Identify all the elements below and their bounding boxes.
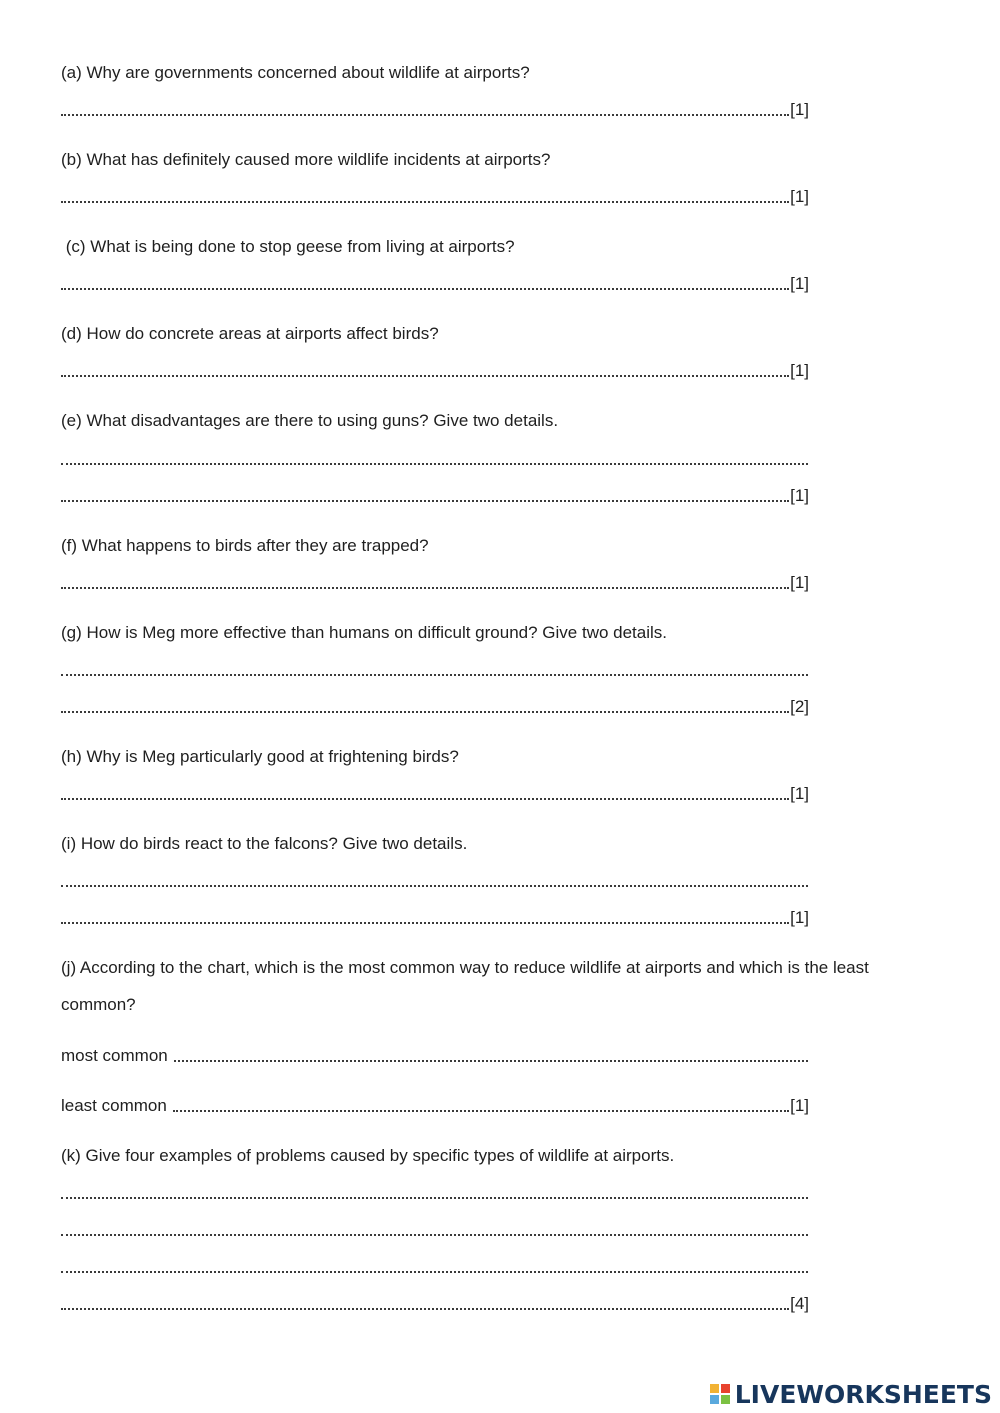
- marks-label: [1]: [790, 100, 809, 119]
- marks-label: [1]: [790, 573, 809, 592]
- answer-i-line-1[interactable]: [61, 870, 809, 892]
- liveworksheets-brand-text: LIVEWORKSHEETS: [734, 1379, 992, 1409]
- answer-dots: [61, 500, 789, 502]
- marks-label: [1]: [790, 486, 809, 505]
- logo-square-3: [709, 1394, 720, 1405]
- answer-e-line-1[interactable]: [61, 448, 809, 470]
- marks-label: [4]: [790, 1294, 809, 1313]
- answer-dots: [61, 201, 789, 203]
- liveworksheets-logo-icon: [709, 1383, 731, 1405]
- answer-k-line-4[interactable]: [61, 1293, 809, 1315]
- answer-k-line-3[interactable]: [61, 1256, 809, 1278]
- answer-dots: [61, 711, 789, 713]
- answer-h-line-1[interactable]: [61, 783, 809, 805]
- question-h-text: (h) Why is Meg particularly good at frightening birds?: [61, 747, 459, 766]
- marks-label: [2]: [790, 697, 809, 716]
- answer-k-line-1[interactable]: [61, 1182, 809, 1204]
- marks-label: [1]: [790, 1096, 809, 1115]
- most-common-label: most common: [61, 1046, 168, 1065]
- question-i-text: (i) How do birds react to the falcons? Give two details.: [61, 834, 468, 853]
- answer-dots: [61, 375, 789, 377]
- least-common-label: least common: [61, 1096, 167, 1115]
- question-b-text: (b) What has definitely caused more wildlife incidents at airports?: [61, 150, 551, 169]
- marks-label: [1]: [790, 908, 809, 927]
- question-f-text: (f) What happens to birds after they are trapped?: [61, 536, 429, 555]
- answer-dots: [61, 114, 789, 116]
- marks-label: [1]: [790, 274, 809, 293]
- answer-b-line-1[interactable]: [61, 186, 809, 208]
- answer-dots: [174, 1060, 808, 1062]
- marks-label: [1]: [790, 361, 809, 380]
- answer-j-least-common[interactable]: [61, 1095, 809, 1117]
- answer-k-line-2[interactable]: [61, 1219, 809, 1241]
- answer-dots: [61, 798, 789, 800]
- logo-square-1: [709, 1383, 720, 1394]
- answer-f-line-1[interactable]: [61, 572, 809, 594]
- answer-dots: [173, 1110, 789, 1112]
- logo-square-2: [720, 1383, 731, 1394]
- answer-dots: [61, 885, 808, 887]
- answer-dots: [61, 587, 789, 589]
- answer-j-most-common[interactable]: [61, 1045, 809, 1067]
- answer-i-line-2[interactable]: [61, 907, 809, 929]
- question-k-text: (k) Give four examples of problems caused by specific types of wildlife at airports.: [61, 1146, 675, 1165]
- question-j-text: (j) According to the chart, which is the most common way to reduce wildlife at airports and which is the least common?: [61, 958, 869, 1014]
- answer-d-line-1[interactable]: [61, 360, 809, 382]
- marks-label: [1]: [790, 187, 809, 206]
- answer-dots: [61, 288, 789, 290]
- answer-dots: [61, 1271, 808, 1273]
- question-c-text: (c) What is being done to stop geese from living at airports?: [61, 237, 515, 256]
- answer-dots: [61, 922, 789, 924]
- answer-e-line-2[interactable]: [61, 485, 809, 507]
- answer-dots: [61, 1234, 808, 1236]
- answer-dots: [61, 463, 808, 465]
- question-e-text: (e) What disadvantages are there to using guns? Give two details.: [61, 411, 559, 430]
- answer-dots: [61, 674, 808, 676]
- answer-dots: [61, 1197, 808, 1199]
- answer-dots: [61, 1308, 789, 1310]
- answer-a-line-1[interactable]: [61, 99, 809, 121]
- question-d-text: (d) How do concrete areas at airports affect birds?: [61, 324, 439, 343]
- question-g-text: (g) How is Meg more effective than humans on difficult ground? Give two details.: [61, 623, 668, 642]
- question-a-text: (a) Why are governments concerned about wildlife at airports?: [61, 63, 530, 82]
- logo-square-4: [720, 1394, 731, 1405]
- answer-c-line-1[interactable]: [61, 273, 809, 295]
- liveworksheets-logo[interactable]: [709, 1379, 992, 1409]
- marks-label: [1]: [790, 784, 809, 803]
- answer-g-line-2[interactable]: [61, 696, 809, 718]
- answer-g-line-1[interactable]: [61, 659, 809, 681]
